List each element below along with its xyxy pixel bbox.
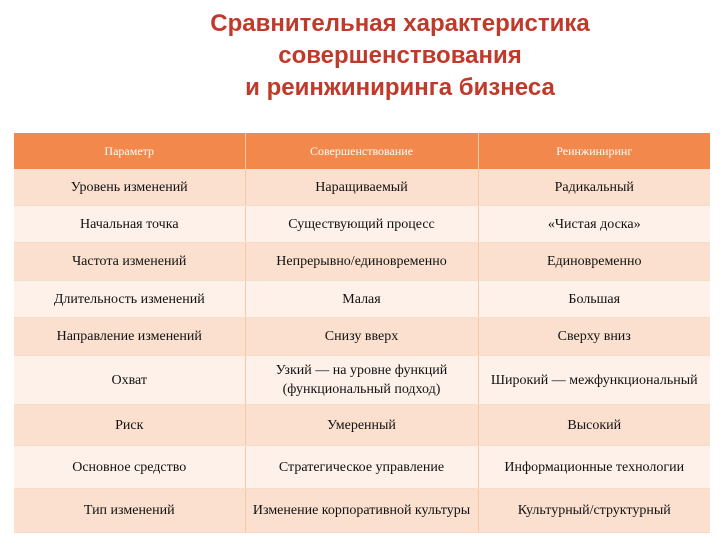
improvement-cell: Снизу вверх [245,318,478,356]
parameter-cell: Охват [14,356,245,405]
header-parameter: Параметр [14,133,245,169]
parameter-cell: Тип изменений [14,489,245,533]
title-line-3: и реинжиниринга бизнеса [245,74,555,101]
reengineering-cell: «Чистая доска» [478,206,710,243]
comparison-table [14,133,710,533]
parameter-cell: Риск [14,405,245,446]
parameter-cell: Уровень изменений [14,169,245,206]
title-line-2: совершенствования [278,42,522,69]
table-row [14,243,710,281]
header-reengineering: Реинжиниринг [478,133,710,169]
improvement-cell: Существующий процесс [245,206,478,243]
improvement-cell: Наращиваемый [245,169,478,206]
reengineering-cell: Высокий [478,405,710,446]
parameter-cell: Направление изменений [14,318,245,356]
table-row [14,356,710,405]
reengineering-cell: Радикальный [478,169,710,206]
improvement-cell: Малая [245,281,478,318]
table-row [14,318,710,356]
reengineering-cell: Сверху вниз [478,318,710,356]
parameter-cell: Частота изменений [14,243,245,281]
parameter-cell: Основное средство [14,446,245,489]
table-row [14,405,710,446]
reengineering-cell: Информационные технологии [478,446,710,489]
parameter-cell: Длительность изменений [14,281,245,318]
improvement-cell: Непрерывно/единовременно [245,243,478,281]
parameter-cell: Начальная точка [14,206,245,243]
reengineering-cell: Большая [478,281,710,318]
table-header-row [14,133,710,169]
reengineering-cell: Единовременно [478,243,710,281]
reengineering-cell: Широкий — межфункциональный [478,356,710,405]
table-row [14,489,710,533]
table-row [14,169,710,206]
table-row [14,281,710,318]
improvement-cell: Изменение корпоративной культуры [245,489,478,533]
table-row [14,446,710,489]
reengineering-cell: Культурный/структурный [478,489,710,533]
slide-title [150,8,650,104]
table-row [14,206,710,243]
header-improvement: Совершенствование [245,133,478,169]
improvement-cell: Стратегическое управление [245,446,478,489]
title-line-1: Сравнительная характеристика [210,10,590,37]
improvement-cell: Умеренный [245,405,478,446]
improvement-cell: Узкий — на уровне функций (функциональный подход) [245,356,478,405]
